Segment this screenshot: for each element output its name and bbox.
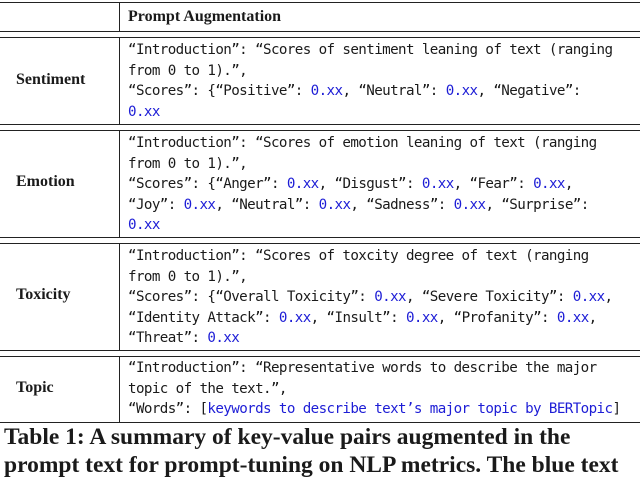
value-placeholder: 0.xx: [405, 309, 438, 326]
value-placeholder: 0.xx: [128, 103, 160, 120]
key-text: “Introduction”: “Representative words to describe the major: [128, 360, 597, 376]
emotion-augmentation-cell: [128, 133, 633, 236]
key-text: , “Sadness”:: [350, 196, 454, 213]
key-text: “Words”: [: [128, 401, 208, 417]
key-text: “Joy”:: [128, 196, 184, 213]
key-text: , “Negative”:: [477, 83, 581, 99]
key-text: , “Fear”:: [453, 176, 534, 192]
key-text: , “Neutral”:: [342, 83, 446, 99]
key-text: “Scores”: {“Positive”:: [128, 83, 311, 99]
table-rule: [0, 37, 640, 38]
value-placeholder: 0.xx: [374, 289, 406, 305]
key-text: , “Disgust”:: [318, 176, 422, 192]
row-label-toxicity: Toxicity: [16, 286, 71, 303]
cell-line: [128, 195, 633, 216]
key-text: “Identity Attack”:: [128, 309, 279, 326]
key-text: “Introduction”: “Scores of toxcity degree of text (ranging: [128, 248, 589, 264]
toxicity-augmentation-cell: [128, 246, 633, 349]
table-rule: [0, 130, 640, 131]
value-placeholder: 0.xx: [207, 330, 240, 346]
table-rule: [0, 2, 640, 3]
cell-line: [128, 61, 633, 82]
key-text: ,: [604, 289, 613, 305]
value-placeholder: 0.xx: [445, 83, 478, 99]
cell-line: [128, 133, 633, 154]
cell-line: [128, 40, 633, 61]
cell-line: [128, 379, 633, 400]
value-placeholder: 0.xx: [572, 289, 605, 305]
key-text: from 0 to 1).”,: [128, 62, 248, 79]
caption-line: prompt text for prompt-tuning on NLP metrics. The blue text: [4, 452, 619, 478]
table-caption: [4, 423, 640, 479]
value-placeholder: keywords to describe text’s major topic by BERTopic: [207, 401, 613, 417]
caption-line: Table 1: A summary of key-value pairs augmented in the: [4, 424, 571, 450]
value-placeholder: 0.xx: [453, 196, 486, 213]
row-label-topic: Topic: [16, 379, 54, 396]
key-text: , “Severe Toxicity”:: [405, 289, 573, 305]
key-text: ]: [612, 401, 621, 417]
column-divider: [119, 356, 120, 422]
key-text: ,: [588, 309, 597, 326]
cell-line: [128, 174, 633, 195]
key-text: “Scores”: {“Anger”:: [128, 176, 287, 192]
value-placeholder: 0.xx: [286, 176, 319, 192]
value-placeholder: 0.xx: [421, 176, 454, 192]
key-text: “Introduction”: “Scores of sentiment leaning of text (ranging: [128, 42, 613, 58]
key-text: , “Profanity”:: [437, 309, 557, 326]
table-rule: [0, 243, 640, 244]
key-text: topic of the text.”,: [128, 380, 287, 397]
topic-augmentation-cell: [128, 358, 633, 420]
cell-line: [128, 246, 633, 267]
cell-line: [128, 81, 633, 102]
key-text: , “Neutral”:: [215, 196, 319, 213]
key-text: , “Insult”:: [310, 309, 406, 326]
cell-line: [128, 358, 633, 379]
key-text: “Scores”: {“Overall Toxicity”:: [128, 289, 375, 305]
sentiment-augmentation-cell: [128, 40, 633, 122]
key-text: “Threat”:: [128, 330, 208, 346]
row-label-emotion: Emotion: [16, 173, 75, 190]
key-text: “Introduction”: “Scores of emotion leaning of text (ranging: [128, 135, 597, 151]
table-rule: [0, 350, 640, 351]
column-divider: [119, 2, 120, 31]
cell-line: [128, 399, 633, 420]
table-rule: [0, 237, 640, 238]
cell-line: [128, 308, 633, 329]
table-rule: [0, 356, 640, 357]
value-placeholder: 0.xx: [556, 309, 589, 326]
column-divider: [119, 130, 120, 237]
value-placeholder: 0.xx: [318, 196, 351, 213]
row-label-sentiment: Sentiment: [16, 71, 86, 88]
column-header: Prompt Augmentation: [128, 8, 282, 25]
value-placeholder: 0.xx: [310, 83, 343, 99]
key-text: from 0 to 1).”,: [128, 155, 248, 172]
value-placeholder: 0.xx: [128, 217, 160, 233]
cell-line: [128, 215, 633, 236]
cell-line: [128, 267, 633, 288]
table-rule: [0, 31, 640, 32]
key-text: , “Surprise”:: [485, 196, 589, 213]
column-divider: [119, 243, 120, 350]
table-rule: [0, 124, 640, 125]
value-placeholder: 0.xx: [183, 196, 216, 213]
key-text: ,: [564, 176, 573, 192]
cell-line: [128, 287, 633, 308]
column-divider: [119, 37, 120, 124]
key-text: from 0 to 1).”,: [128, 268, 248, 285]
cell-line: [128, 102, 633, 123]
cell-line: [128, 154, 633, 175]
value-placeholder: 0.xx: [278, 309, 311, 326]
cell-line: [128, 328, 633, 349]
value-placeholder: 0.xx: [533, 176, 565, 192]
